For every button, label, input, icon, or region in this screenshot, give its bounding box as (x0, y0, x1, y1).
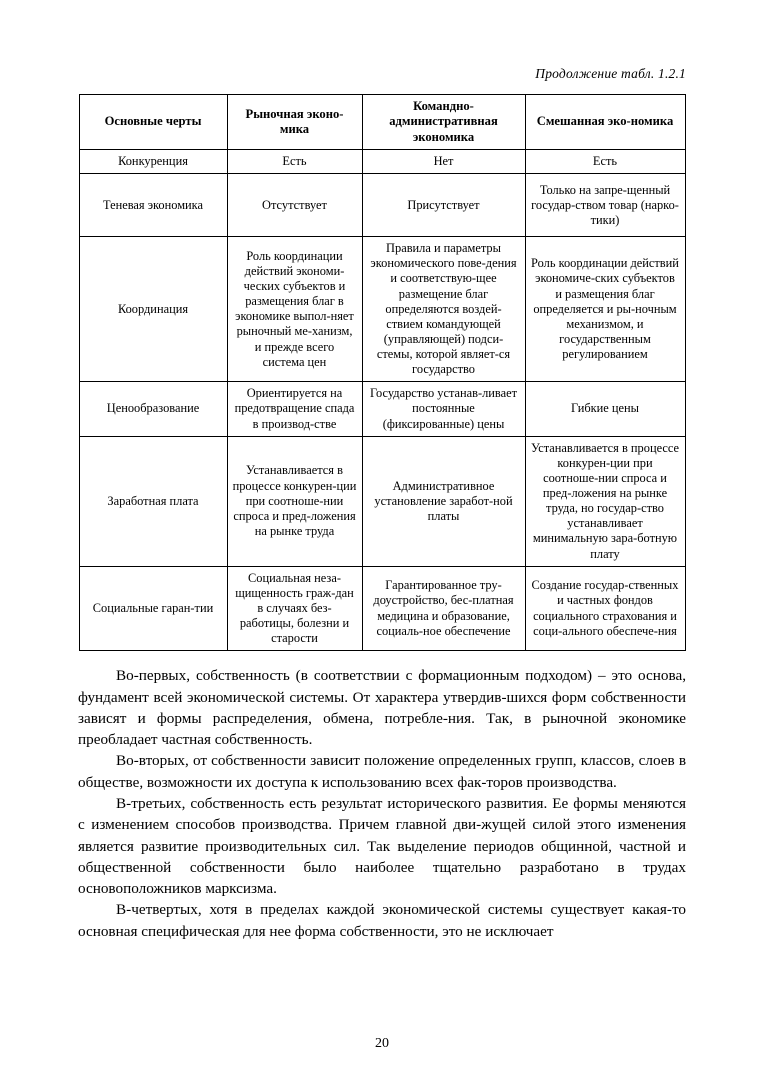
cell-market: Отсутствует (227, 174, 362, 237)
table-row (79, 237, 685, 382)
paragraph: Во-вторых, от собственности зависит положение определенных групп, классов, слоев в обществе, возможности их доступа к использованию всех фак-торов производства. (78, 752, 686, 791)
cell-mixed: Только на запре-щенный государ-ством товар (нарко-тики) (525, 174, 685, 237)
table-row (79, 174, 685, 237)
paragraph: В-третьих, собственность есть результат исторического развития. Ее формы меняются с изменением способов производства. Причем главной дви-жущей силой этого изменения является развитие производительных сил. Так выделение периодов общинной, частной и общественной собственности было наиболее тщательно разработано в трудах основоположников марксизма. (78, 795, 686, 898)
cell-mixed: Устанавливается в процессе конкурен-ции при соотноше-нии спроса и пред-ложения на рынке труда, но государ-ство устанавливает минимальную зара-ботную плату (525, 436, 685, 566)
cell-command: Гарантированное тру-доустройство, бес-платная медицина и образование, социаль-ное обеспечение (362, 566, 525, 651)
cell-mixed: Создание государ-ственных и частных фондов социального страхования и соци-ального обеспече-ния (525, 566, 685, 651)
cell-market: Социальная неза-щищенность граж-дан в случаях без-работицы, болезни и старости (227, 566, 362, 651)
cell-mixed: Есть (525, 150, 685, 174)
paragraph: В-четвертых, хотя в пределах каждой экономической системы существует какая-то основная специфическая для нее форма собственности, это не исключает (78, 901, 686, 940)
cell-market: Ориентируется на предотвращение спада в производ-стве (227, 382, 362, 436)
body-text (78, 665, 686, 942)
cell-feature: Ценообразование (79, 382, 227, 436)
cell-command: Нет (362, 150, 525, 174)
cell-command: Присутствует (362, 174, 525, 237)
cell-market: Устанавливается в процессе конкурен-ции при соотноше-нии спроса и пред-ложения на рынке труда (227, 436, 362, 566)
cell-feature: Заработная плата (79, 436, 227, 566)
cell-market: Роль координации действий экономи-ческих субъектов и размещения благ в экономике выпол-няет рыночный ме-ханизм, и прежде всего система цен (227, 237, 362, 382)
table-row (79, 436, 685, 566)
cell-command: Правила и параметры экономического пове-дения и соответствую-щее размещение благ определяются воздей-ствием командующей (управляющей) подси-стемы, которой являет-ся государство (362, 237, 525, 382)
page-number: 20 (375, 1036, 389, 1051)
table-header-cell-mixed: Смешанная эко-номика (525, 95, 685, 150)
comparison-table (79, 94, 686, 651)
table-row (79, 566, 685, 651)
cell-mixed: Роль координации действий экономиче-ских субъектов и размещения благ определяется и ры-ночным механизмом, и государственным регулированием (525, 237, 685, 382)
cell-command: Государство устанав-ливает постоянные (фиксированные) цены (362, 382, 525, 436)
cell-command: Административное установление заработ-ной платы (362, 436, 525, 566)
cell-feature: Социальные гаран-тии (79, 566, 227, 651)
table-row (79, 150, 685, 174)
table-header-cell-market: Рыночная эконо-мика (227, 95, 362, 150)
cell-feature: Теневая экономика (79, 174, 227, 237)
table-header-row (79, 95, 685, 150)
cell-feature: Координация (79, 237, 227, 382)
running-head: Продолжение табл. 1.2.1 (535, 66, 686, 81)
cell-mixed: Гибкие цены (525, 382, 685, 436)
table-header-cell-feature: Основные черты (79, 95, 227, 150)
cell-feature: Конкуренция (79, 150, 227, 174)
table-row (79, 382, 685, 436)
table-header-cell-command: Командно-административная экономика (362, 95, 525, 150)
cell-market: Есть (227, 150, 362, 174)
paragraph: Во-первых, собственность (в соответствии с формационным подходом) – это основа, фундамент всей экономической системы. От характера утвердив-шихся форм собственности зависят и формы распределения, обмена, потребле-ния. Так, в рыночной экономике преобладает частная собственность. (78, 667, 686, 749)
